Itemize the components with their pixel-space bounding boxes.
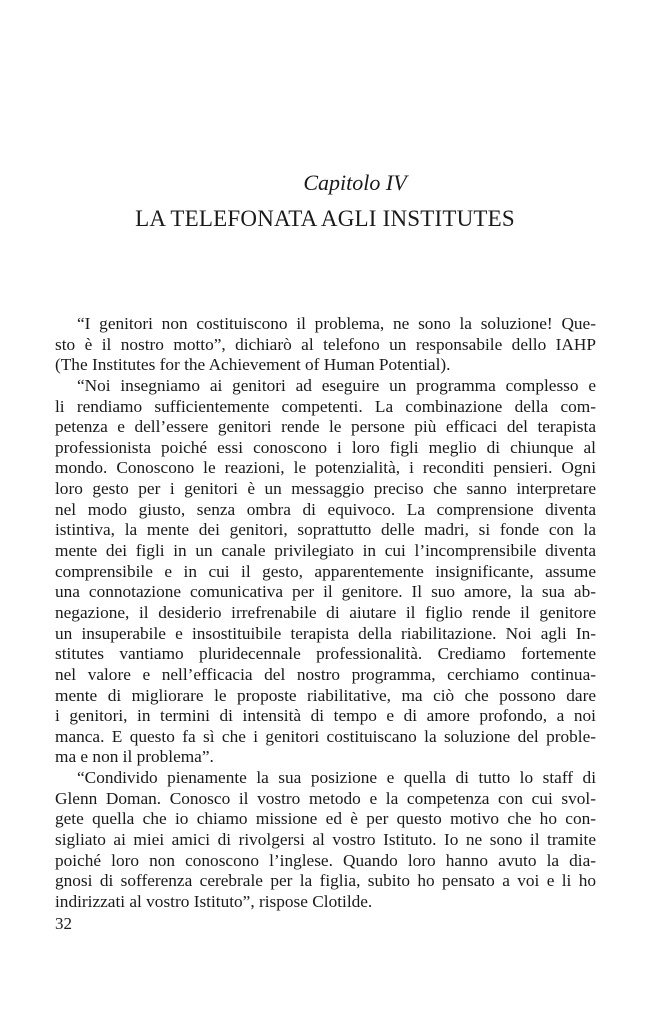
text-line: nel valore e nell’efficacia del nostro programma, cerchiamo continua-: [55, 664, 596, 684]
text-line: sto è il nostro motto”, dichiarò al telefono un responsabile dello IAHP: [55, 334, 596, 354]
text-line: manca. E questo fa sì che i genitori costituiscano la soluzione del proble-: [55, 726, 596, 746]
text-line: mente di migliorare le proposte riabilitative, ma ciò che possono dare: [55, 685, 596, 705]
paragraph: [55, 376, 596, 768]
text-line: “Condivido pienamente la sua posizione e quella di tutto lo staff di: [77, 768, 596, 788]
text-line: professionista poiché essi conoscono i loro figli meglio di chiunque al: [55, 437, 596, 457]
text-line: Glenn Doman. Conosco il vostro metodo e la competenza con cui svol-: [55, 788, 596, 808]
body-text: [55, 314, 596, 913]
text-line: gete quella che io chiamo missione ed è per questo motivo che ho con-: [55, 809, 596, 829]
text-line: i genitori, in termini di intensità di tempo e di amore profondo, a noi: [55, 706, 596, 726]
text-line: petenza e dell’essere genitori rende le persone più efficaci del terapista: [55, 417, 596, 437]
text-line: comprensibile e in cui il gesto, apparentemente insignificante, assume: [55, 561, 596, 581]
page-number: 32: [55, 914, 72, 933]
chapter-title: LA TELEFONATA AGLI INSTITUTES: [135, 206, 515, 231]
text-line: li rendiamo sufficientemente competenti. La combinazione della com-: [55, 396, 596, 416]
text-line: gnosi di sofferenza cerebrale per la figlia, subito ho pensato a voi e li ho: [55, 871, 596, 891]
text-line: una connotazione comunicativa per il genitore. Il suo amore, la sua ab-: [55, 582, 596, 602]
text-line: mente dei figli in un canale privilegiato in cui l’incomprensibile diventa: [55, 541, 596, 561]
text-line: nel modo giusto, senza ombra di equivoco. La comprensione diventa: [55, 499, 596, 519]
text-line: stitutes vantiamo pluridecennale professionalità. Crediamo fortemente: [55, 644, 596, 664]
text-line: loro gesto per i genitori è un messaggio preciso che sanno interpretare: [55, 479, 596, 499]
paragraph: [55, 314, 596, 376]
text-line: un insuperabile e insostituibile terapista della riabilitazione. Noi agli In-: [55, 623, 596, 643]
text-line: poiché loro non conoscono l’inglese. Quando loro hanno avuto la dia-: [55, 850, 596, 870]
text-line: mondo. Conoscono le reazioni, le potenzialità, i reconditi pensieri. Ogni: [55, 458, 596, 478]
paragraph: [55, 768, 596, 912]
text-line: ma e non il problema”.: [55, 747, 214, 767]
text-line: sigliato ai miei amici di rivolgersi al vostro Istituto. Io ne sono il tramite: [55, 830, 596, 850]
text-line: “Noi insegniamo ai genitori ad eseguire un programma complesso e: [77, 375, 596, 395]
text-line: negazione, il desiderio irrefrenabile di aiutare il figlio rende il genitore: [55, 602, 596, 622]
text-line: istintiva, la mente dei genitori, soprattutto delle madri, si fonde con la: [55, 520, 596, 540]
text-line: “I genitori non costituiscono il problema, ne sono la soluzione! Que-: [77, 314, 596, 333]
text-line: indirizzati al vostro Istituto”, rispose Clotilde.: [55, 891, 373, 911]
text-line: (The Institutes for the Achievement of Human Potential).: [55, 355, 451, 375]
chapter-label: Capitolo IV: [303, 170, 407, 195]
